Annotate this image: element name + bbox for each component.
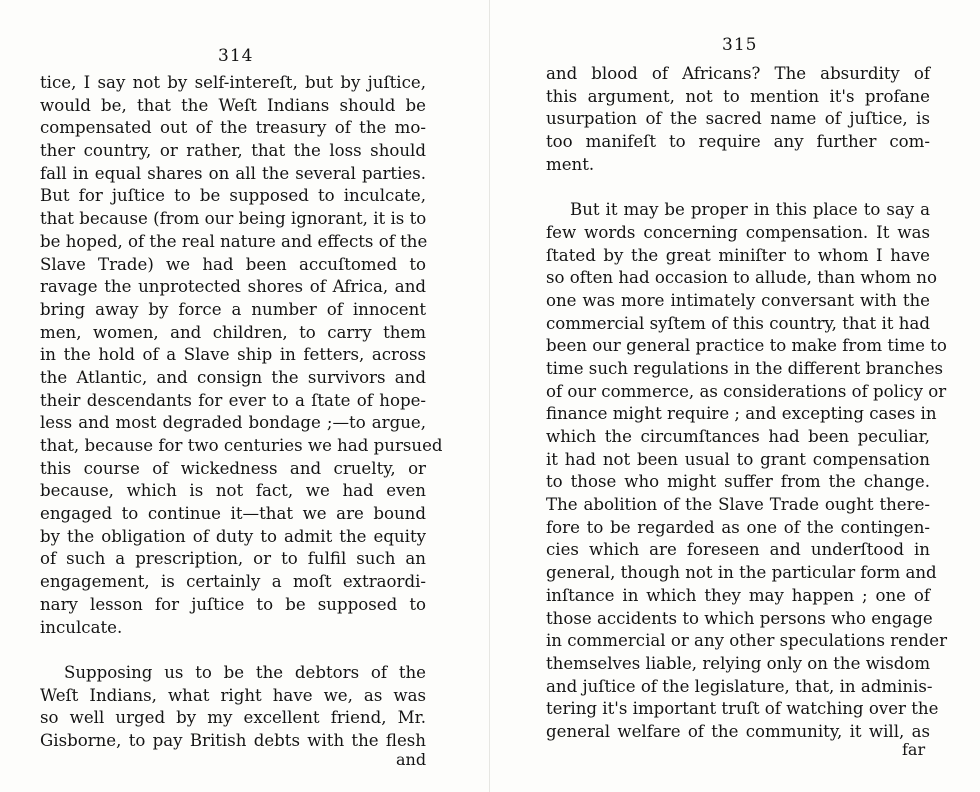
- text-line: it had not been usual to grant compensation: [546, 449, 930, 469]
- text-line: Supposing us to be the debtors of the: [64, 662, 426, 682]
- text-line: men, women, and children, to carry them: [40, 322, 426, 342]
- text-line: bring away by force a number of innocent: [40, 299, 426, 319]
- text-line: so often had occasion to allude, than whom no: [546, 268, 937, 288]
- text-line: tice, I say not by self-intereſt, but by juſtice,: [40, 73, 426, 92]
- text-line: The abolition of the Slave Trade ought there-: [546, 495, 930, 515]
- text-line: of such a prescription, or to fulfil such an: [40, 549, 426, 569]
- text-line: those accidents to which persons who engage: [546, 608, 933, 628]
- text-line: fall in equal shares on all the several parties.: [40, 163, 426, 183]
- paragraph-gap: [546, 176, 930, 199]
- text-line: nary lesson for juſtice to be supposed to: [40, 594, 426, 614]
- text-line: that because (from our being ignorant, it is to: [40, 209, 427, 229]
- text-line: this argument, not to mention it's profane: [546, 86, 930, 106]
- text-line: commercial syſtem of this country, that it had: [546, 313, 930, 333]
- text-line: general welfare of the community, it will, as: [546, 721, 930, 741]
- page-number-left: 314: [218, 46, 254, 66]
- text-line: tering it's important truſt of watching over the: [546, 699, 939, 719]
- text-line: to those who might suffer from the change.: [546, 472, 930, 492]
- text-line: that, because for two centuries we had pursued: [40, 436, 443, 455]
- text-line: But for juſtice to be supposed to inculcate,: [40, 186, 426, 206]
- catchword-left: and: [396, 750, 427, 769]
- text-line: cies which are foreseen and underſtood in: [546, 540, 930, 560]
- text-line: compensated out of the treasury of the mo-: [40, 118, 426, 138]
- text-line: be hoped, of the real nature and effects of the: [40, 231, 428, 251]
- text-line: the Atlantic, and consign the survivors and: [40, 367, 426, 387]
- text-line: Slave Trade) we had been accuſtomed to: [40, 254, 426, 274]
- text-line: which the circumſtances had been peculiar,: [546, 427, 930, 446]
- text-line: ment.: [546, 154, 595, 174]
- right-page: [490, 0, 980, 792]
- text-line: inculcate.: [40, 617, 123, 637]
- text-line: themselves liable, relying only on the wisdom: [546, 653, 931, 673]
- text-line: too manifeſt to require any further com-: [546, 132, 930, 152]
- text-line: finance might require ; and excepting cases in: [546, 404, 937, 424]
- text-line: general, though not in the particular form and: [546, 563, 937, 583]
- text-line: Weſt Indians, what right have we, as was: [40, 685, 426, 705]
- text-line: their descendants for ever to a ſtate of hope-: [40, 390, 426, 410]
- text-line: and juſtice of the legislature, that, in adminis-: [546, 676, 933, 696]
- text-line: in commercial or any other speculations render: [546, 631, 948, 651]
- text-line: one was more intimately conversant with the: [546, 290, 930, 310]
- text-line: ravage the unprotected shores of Africa, and: [40, 277, 426, 297]
- text-line: ſtated by the great miniſter to whom I have: [546, 245, 930, 265]
- text-line: few words concerning compensation. It was: [546, 222, 930, 242]
- text-line: in the hold of a Slave ship in fetters, across: [40, 345, 426, 365]
- left-page-text: [40, 72, 443, 753]
- text-line: inſtance in which they may happen ; one of: [546, 585, 930, 605]
- text-line: ther country, or rather, that the loss should: [40, 141, 426, 161]
- text-line: usurpation of the sacred name of juſtice, is: [546, 109, 930, 129]
- text-line: and blood of Africans? The absurdity of: [546, 64, 930, 83]
- text-line: engagement, is certainly a moſt extraordi-: [40, 572, 426, 592]
- paragraph-gap: [40, 639, 426, 662]
- text-line: been our general practice to make from time to: [546, 336, 947, 356]
- text-line: fore to be regarded as one of the contingen-: [546, 517, 930, 537]
- page-number-right: 315: [722, 35, 758, 55]
- text-line: time such regulations in the different branches: [546, 358, 944, 378]
- catchword-right: far: [902, 740, 926, 759]
- text-line: so well urged by my excellent friend, Mr.: [40, 708, 426, 728]
- text-line: less and most degraded bondage ;—to argue,: [40, 413, 426, 433]
- text-line: because, which is not fact, we had even: [40, 481, 426, 501]
- text-line: Gisborne, to pay British debts with the flesh: [40, 730, 426, 750]
- text-line: But it may be proper in this place to say a: [570, 200, 930, 220]
- text-line: by the obligation of duty to admit the equity: [40, 526, 426, 546]
- text-line: this course of wickedness and cruelty, or: [40, 458, 426, 478]
- text-line: would be, that the Weſt Indians should be: [40, 95, 426, 115]
- right-page-text: [546, 63, 948, 744]
- text-line: engaged to continue it—that we are bound: [40, 504, 426, 524]
- text-line: of our commerce, as considerations of policy or: [546, 381, 947, 401]
